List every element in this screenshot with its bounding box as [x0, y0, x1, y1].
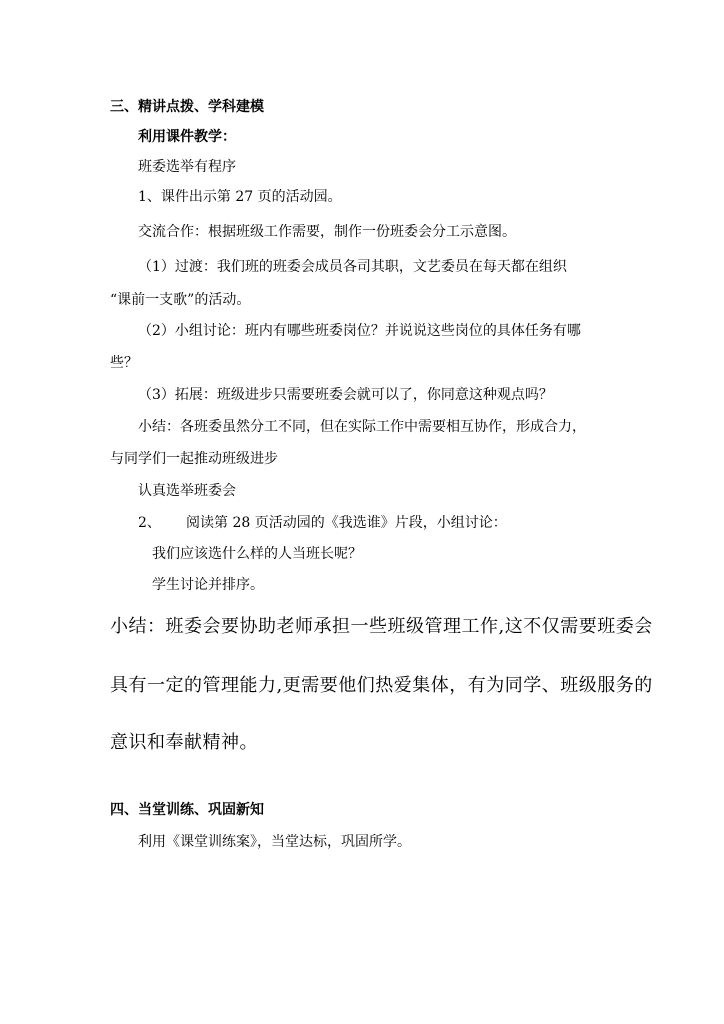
- paragraph-1-line-2: “课前一支歌”的活动。: [110, 292, 251, 308]
- paragraph-3: （3）拓展：班级进步只需要班委会就可以了，你同意这种观点吗？: [138, 387, 553, 403]
- section-3-heading: 三、精讲点拨、学科建模: [110, 99, 264, 115]
- topic-1: 班委选举有程序: [138, 159, 236, 175]
- paragraph-2-line-1: （2）小组讨论：班内有哪些班委岗位？并说说这些岗位的具体任务有哪: [138, 323, 581, 339]
- paragraph-2-line-2: 些？: [110, 355, 138, 371]
- summary-1-line-1: 小结：各班委虽然分工不同，但在实际工作中需要相互协作，形成合力，: [138, 419, 586, 435]
- item-2-text: 阅读第 28 页活动园的《我选谁》片段，小组讨论：: [186, 515, 507, 531]
- exchange-text: 交流合作：根据班级工作需要，制作一份班委会分工示意图。: [138, 224, 516, 240]
- summary-2-line-2: 具有一定的管理能力,更需要他们热爱集体，有为同学、班级服务的: [110, 675, 653, 696]
- summary-1-line-2: 与同学们一起推动班级进步: [110, 451, 278, 467]
- section-3-subheading: 利用课件教学：: [138, 129, 236, 145]
- discussion-question: 我们应该选什么样的人当班长呢？: [152, 546, 362, 562]
- item-1: 1、课件出示第 27 页的活动园。: [138, 189, 342, 205]
- section-4-text: 利用《课堂训练案》，当堂达标，巩固所学。: [138, 834, 411, 850]
- discussion-instruction: 学生讨论并排序。: [152, 577, 264, 593]
- item-2-number: 2、: [138, 515, 161, 531]
- topic-2: 认真选举班委会: [138, 483, 236, 499]
- summary-2-line-1: 小结：班委会要协助老师承担一些班级管理工作,这不仅需要班委会: [110, 616, 653, 637]
- summary-2-line-3: 意识和奉献精神。: [110, 732, 258, 753]
- section-4-heading: 四、当堂训练、巩固新知: [110, 802, 264, 818]
- paragraph-1-line-1: （1）过渡：我们班的班委会成员各司其职，文艺委员在每天都在组织: [138, 259, 567, 275]
